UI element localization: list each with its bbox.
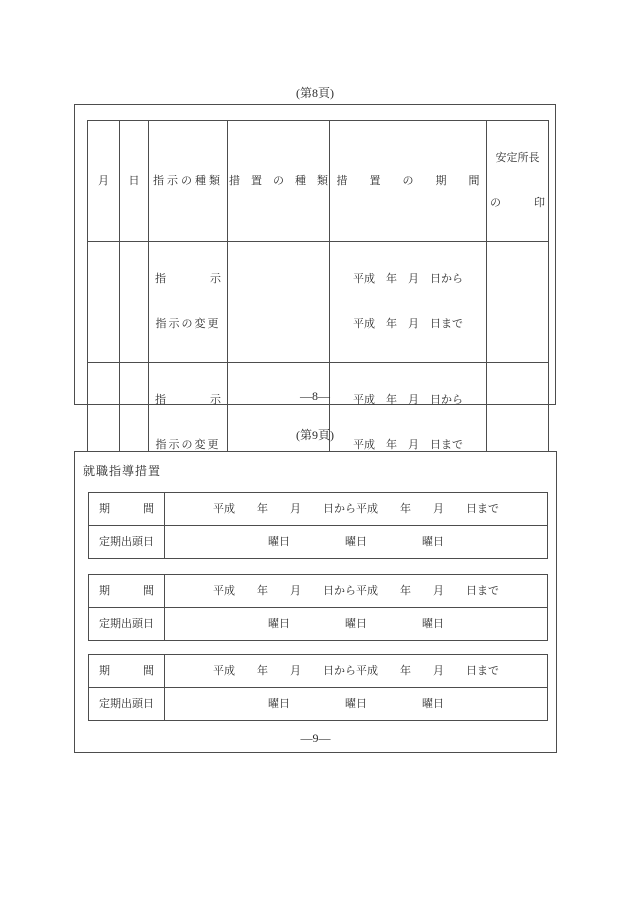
header-director-seal-line2: の 印 [490, 197, 545, 209]
period-to: 平成 年 月 日まで [353, 439, 463, 451]
period-value: 平成 年 月 日から平成 年 月 日まで [165, 655, 548, 688]
page8-number: —8— [300, 389, 330, 403]
cell-month [88, 242, 120, 363]
header-director-seal [487, 121, 549, 242]
period-from: 平成 年 月 日から [353, 273, 463, 285]
period-row [89, 655, 548, 688]
cell-measure-type [228, 242, 330, 363]
report-day-label: 定期出頭日 [89, 688, 165, 721]
header-director-seal-line1: 安定所長 [495, 152, 540, 164]
period-from: 平成 年 月 日から [353, 394, 463, 406]
page9-box [74, 451, 557, 753]
period-label: 期 間 [89, 493, 165, 526]
header-measure-period: 措 置 の 期 間 [330, 121, 487, 242]
report-day-value: 曜日 曜日 曜日 [165, 526, 548, 559]
page9-label: (第9頁) [296, 428, 334, 442]
report-day-label: 定期出頭日 [89, 526, 165, 559]
guidance-table-3 [88, 654, 548, 721]
header-row [88, 121, 549, 242]
report-day-value: 曜日 曜日 曜日 [165, 608, 548, 641]
period-value: 平成 年 月 日から平成 年 月 日まで [165, 493, 548, 526]
instruction-line2: 指示の変更 [155, 318, 221, 330]
period-row [89, 575, 548, 608]
table-row [88, 242, 549, 363]
period-label: 期 間 [89, 575, 165, 608]
period-to: 平成 年 月 日まで [353, 318, 463, 330]
report-day-row [89, 608, 548, 641]
report-day-value: 曜日 曜日 曜日 [165, 688, 548, 721]
page8-label: (第8頁) [296, 86, 334, 100]
cell-director-seal [487, 242, 549, 363]
page9-number: —9— [300, 731, 331, 745]
period-value: 平成 年 月 日から平成 年 月 日まで [165, 575, 548, 608]
instruction-line1: 指 示 [155, 394, 221, 406]
header-day: 日 [120, 121, 149, 242]
instruction-line2: 指示の変更 [155, 439, 221, 451]
cell-day [120, 242, 149, 363]
guidance-table-2 [88, 574, 548, 641]
header-instruction-type: 指示の種類 [149, 121, 228, 242]
report-day-row [89, 526, 548, 559]
header-measure-type: 措 置 の 種 類 [228, 121, 330, 242]
report-day-row [89, 688, 548, 721]
header-month: 月 [88, 121, 120, 242]
period-row [89, 493, 548, 526]
period-label: 期 間 [89, 655, 165, 688]
cell-measure-period [330, 242, 487, 363]
report-day-label: 定期出頭日 [89, 608, 165, 641]
instruction-line1: 指 示 [155, 273, 221, 285]
page9-box-title: 就職指導措置 [83, 464, 162, 478]
guidance-table-1 [88, 492, 548, 559]
cell-instruction-type [149, 242, 228, 363]
